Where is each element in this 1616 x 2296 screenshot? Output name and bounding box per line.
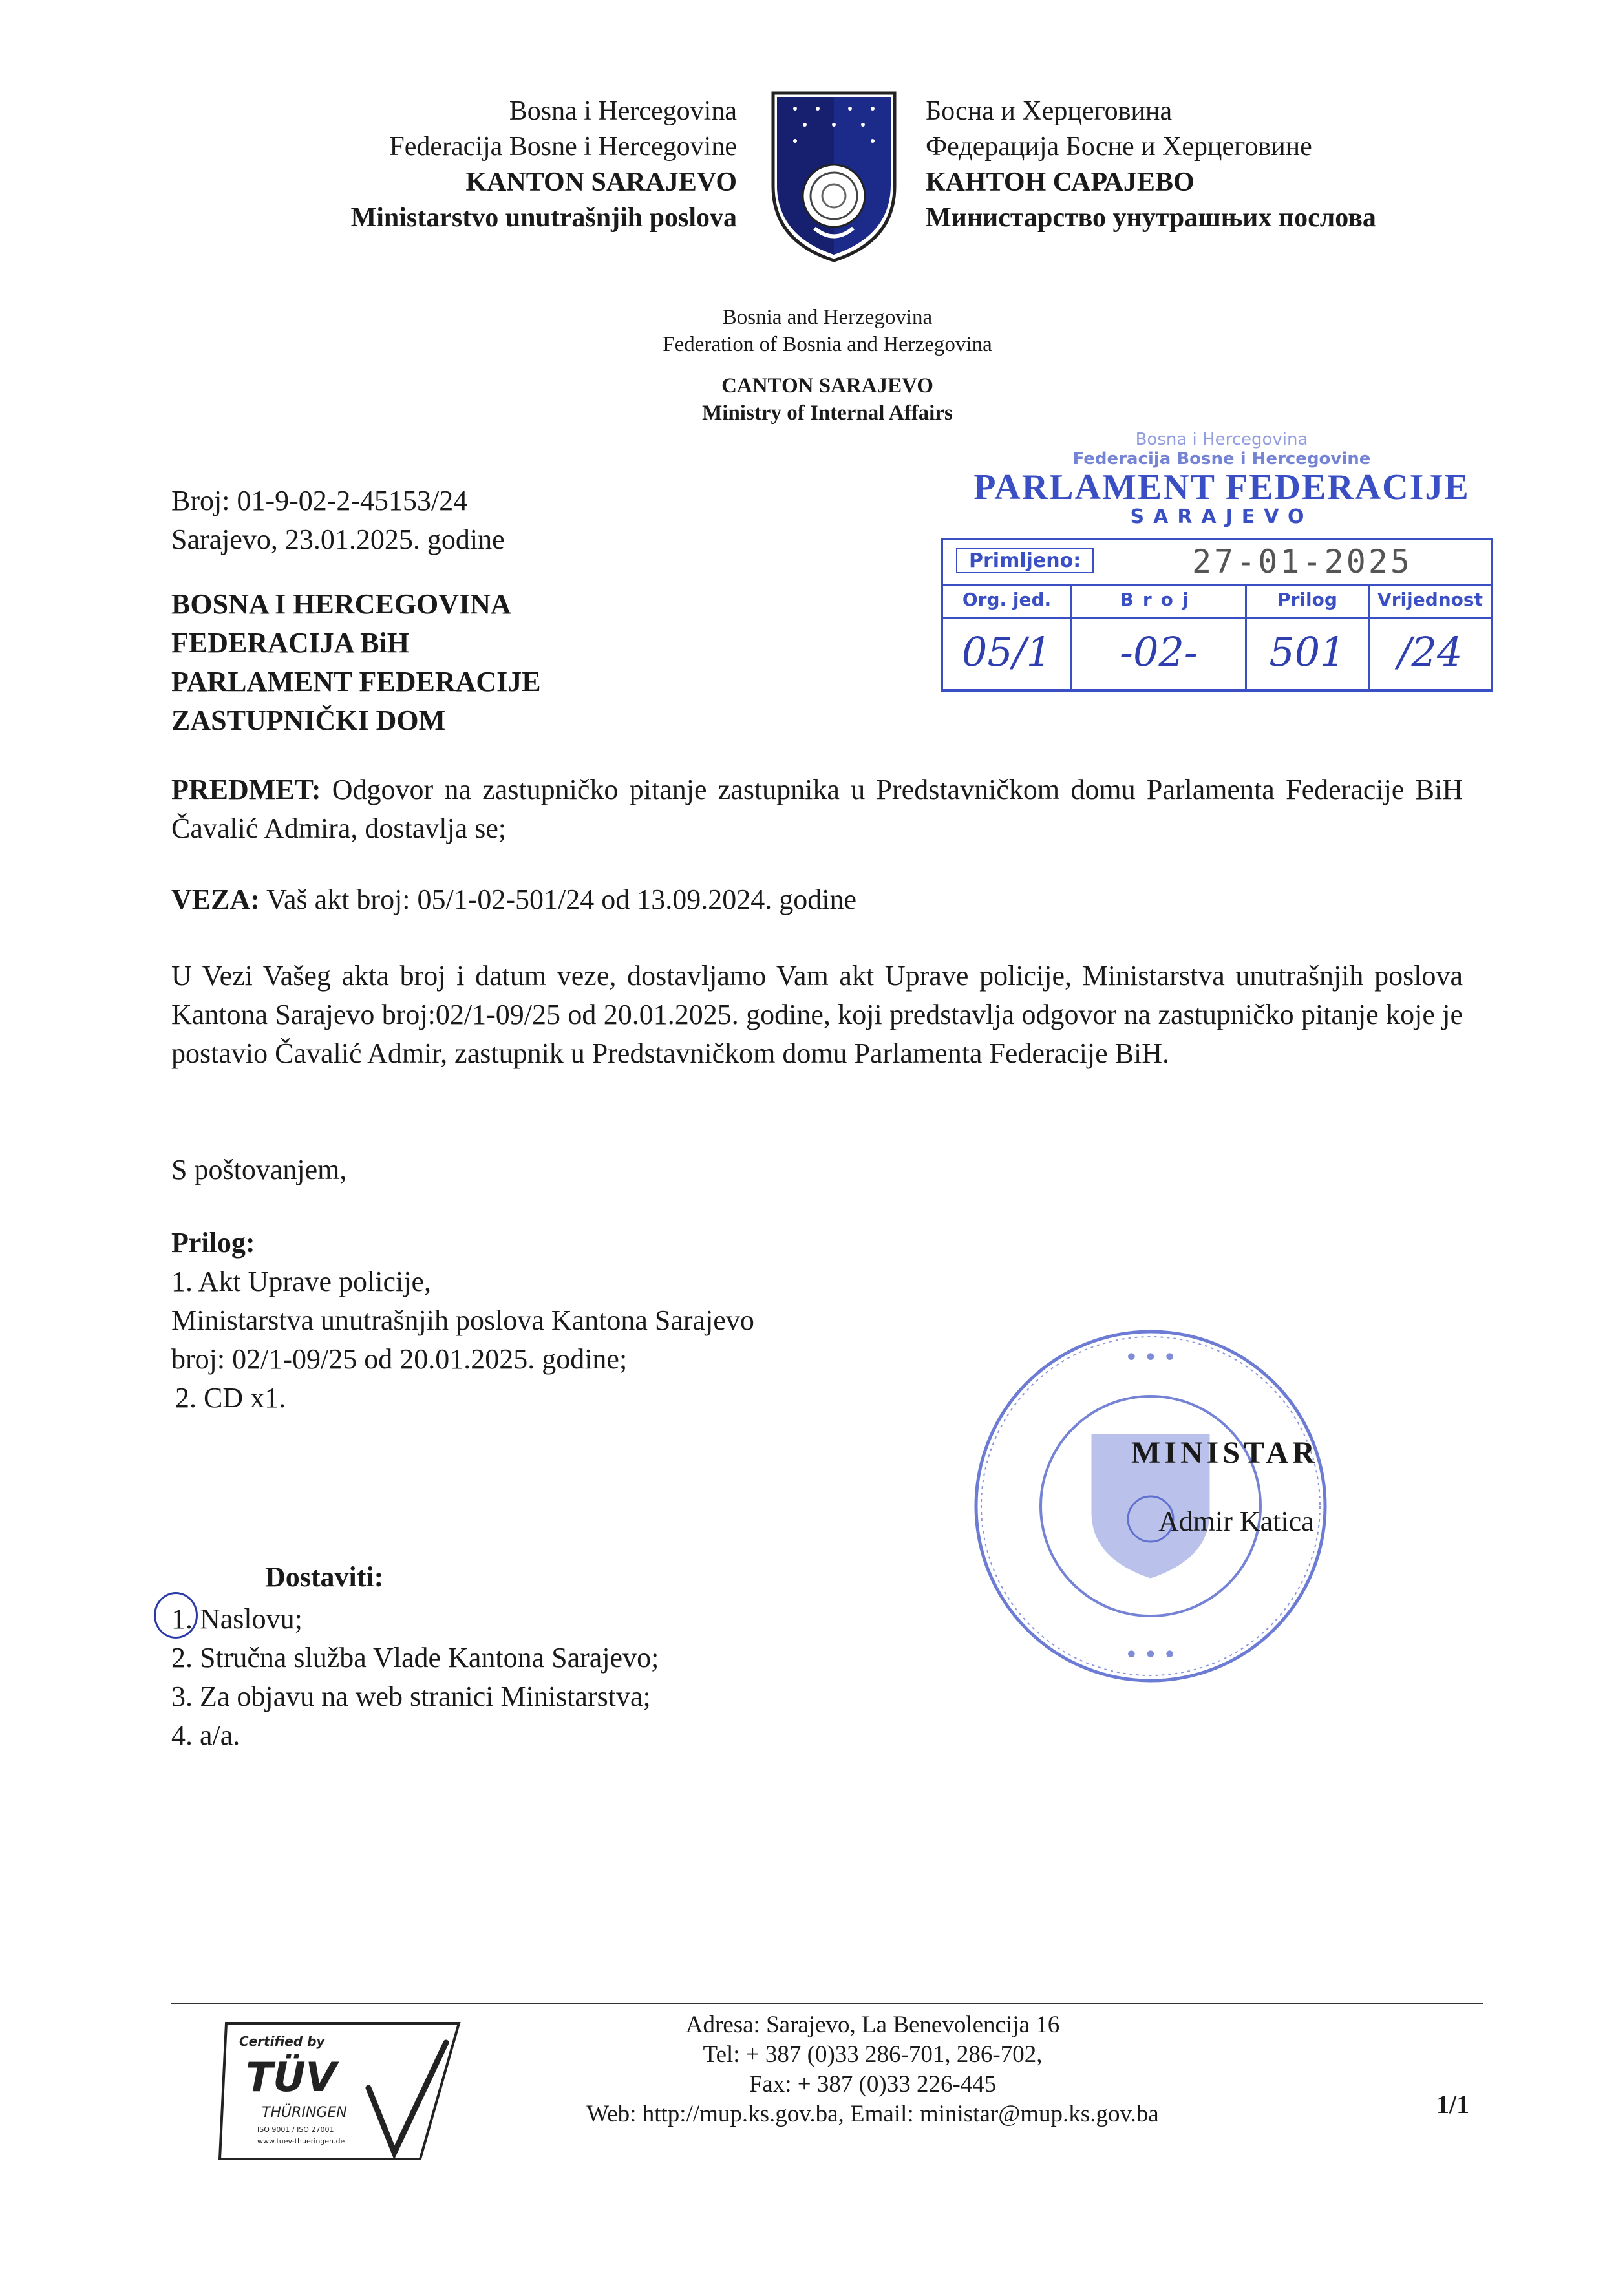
reference-place-date: Sarajevo, 23.01.2025. godine [171, 524, 505, 555]
svg-text:• • •: • • • [1125, 1644, 1176, 1666]
stamp-line2: Federacija Bosne i Hercegovine [1072, 449, 1371, 469]
veza-label: VEZA: [171, 884, 260, 915]
header-right-line1: Босна и Херцеговина [926, 96, 1173, 126]
stamp-val-vrijednost: /24 [1398, 628, 1463, 675]
header-english-line3: CANTON SARAJEVO [721, 374, 933, 398]
header-english-line1: Bosnia and Herzegovina [722, 306, 933, 329]
header-right [926, 94, 1507, 236]
stamp-val-broj: -02- [1072, 617, 1247, 692]
footer-contact [517, 2010, 1228, 2129]
cert-url: www.tuev-thueringen.de [257, 2137, 345, 2145]
stamp-received-label: Primljeno: [956, 548, 1094, 573]
reference-block [171, 482, 505, 559]
distribution-label: Dostaviti: [265, 1561, 384, 1593]
header-right-line3: КАНТОН САРАЈЕВО [926, 167, 1195, 197]
stamp-col-broj: Broj [1072, 584, 1247, 617]
cert-label: Certified by [239, 2034, 325, 2049]
stamp-val-prilog: 501 [1247, 617, 1370, 692]
header-right-line2: Федерација Босне и Херцеговине [926, 132, 1312, 162]
attachment-item: 2. CD x1. [175, 1382, 286, 1414]
recipient-line1: BOSNA I HERCEGOVINA [171, 588, 511, 620]
distribution-item: 1. Naslovu; [171, 1603, 303, 1635]
stamp-col-prilog: Prilog [1247, 584, 1370, 617]
attachment-item: broj: 02/1-09/25 od 20.01.2025. godine; [171, 1343, 628, 1375]
cert-brand: TÜV [246, 2054, 337, 2101]
header-english-line4: Ministry of Internal Affairs [702, 401, 953, 425]
footer-address: Adresa: Sarajevo, La Benevolencija 16 [685, 2012, 1060, 2038]
recipient-line2: FEDERACIJA BiH [171, 627, 409, 659]
footer-tel: Tel: + 387 (0)33 286-701, 286-702, [703, 2041, 1043, 2068]
tuv-certification-logo [207, 2017, 465, 2165]
distribution-list [171, 1600, 659, 1755]
registration-stamp-table [941, 538, 1493, 692]
coat-of-arms-icon [769, 89, 898, 264]
header-left-line1: Bosna i Hercegovina [509, 96, 737, 126]
page-number: 1/1 [1436, 2090, 1470, 2119]
distribution-item: 2. Stručna služba Vlade Kantona Sarajevo; [171, 1642, 659, 1674]
header-left-line3: KANTON SARAJEVO [465, 167, 737, 197]
registration-stamp-header [931, 430, 1513, 528]
stamp-val-org: 05/1 [943, 617, 1072, 692]
cert-iso: ISO 9001 / ISO 27001 [257, 2125, 334, 2134]
signature-title: MINISTAR [1131, 1436, 1319, 1470]
svg-text:• • •: • • • [1125, 1346, 1176, 1369]
body-paragraph: U Vezi Vašeg akta broj i datum veze, dostavljamo Vam akt Uprave policije, Ministarstva unutrašnjih poslova Kantona Sarajevo broj:02/1-09/25 od 20.01.2025. godine, koji predstavlja odgovor na zastupničko pitanje koje je postavio Čavalić Admir, zastupnik u Predstavničkom domu Parlamenta Federacije BiH. [171, 960, 1463, 1069]
subject-label: PREDMET: [171, 774, 321, 805]
attachment-item: 1. Akt Uprave policije, [171, 1266, 432, 1297]
attachment-item: Ministarstva unutrašnjih poslova Kantona Sarajevo [171, 1304, 754, 1336]
stamp-received-date: 27-01-2025 [1192, 543, 1413, 580]
veza-text: Vaš akt broj: 05/1-02-501/24 od 13.09.2024. godine [266, 884, 857, 915]
header-left-line4: Ministarstvo unutrašnjih poslova [350, 203, 737, 233]
reference-number: Broj: 01-9-02-2-45153/24 [171, 485, 468, 516]
subject [171, 771, 1463, 848]
footer-divider [171, 2003, 1483, 2004]
footer-web: Web: http://mup.ks.gov.ba, Email: ministar@mup.ks.gov.ba [586, 2101, 1159, 2127]
distribution-item: 3. Za objavu na web stranici Ministarstva; [171, 1681, 651, 1712]
header-left-line2: Federacija Bosne i Hercegovine [389, 132, 737, 162]
header-english [582, 304, 1073, 427]
stamp-line1: Bosna i Hercegovina [1135, 430, 1308, 449]
cert-region: THÜRINGEN [262, 2105, 347, 2121]
header-left [220, 94, 737, 236]
stamp-col-vrijednost: Vrijednost [1377, 589, 1483, 610]
header-right-line4: Министарство унутрашњих послова [926, 203, 1376, 233]
greeting: S poštovanjem, [171, 1154, 347, 1185]
footer-fax: Fax: + 387 (0)33 226-445 [749, 2071, 997, 2098]
recipient-block [171, 585, 541, 740]
stamp-line3: PARLAMENT FEDERACIJE [973, 467, 1470, 507]
veza [171, 880, 1463, 919]
stamp-line4: SARAJEVO [1130, 505, 1313, 528]
signature-name: Admir Katica [1158, 1505, 1314, 1537]
distribution-item: 4. a/a. [171, 1719, 240, 1751]
stamp-col-org: Org. jed. [943, 584, 1072, 617]
header-english-line2: Federation of Bosnia and Herzegovina [663, 333, 992, 356]
subject-text: Odgovor na zastupničko pitanje zastupnika u Predstavničkom domu Parlamenta Federacije BiH Čavalić Admira, dostavlja se; [171, 774, 1463, 844]
recipient-line3: PARLAMENT FEDERACIJE [171, 666, 541, 697]
attachments-label: Prilog: [171, 1227, 255, 1259]
recipient-line4: ZASTUPNIČKI DOM [171, 705, 446, 736]
